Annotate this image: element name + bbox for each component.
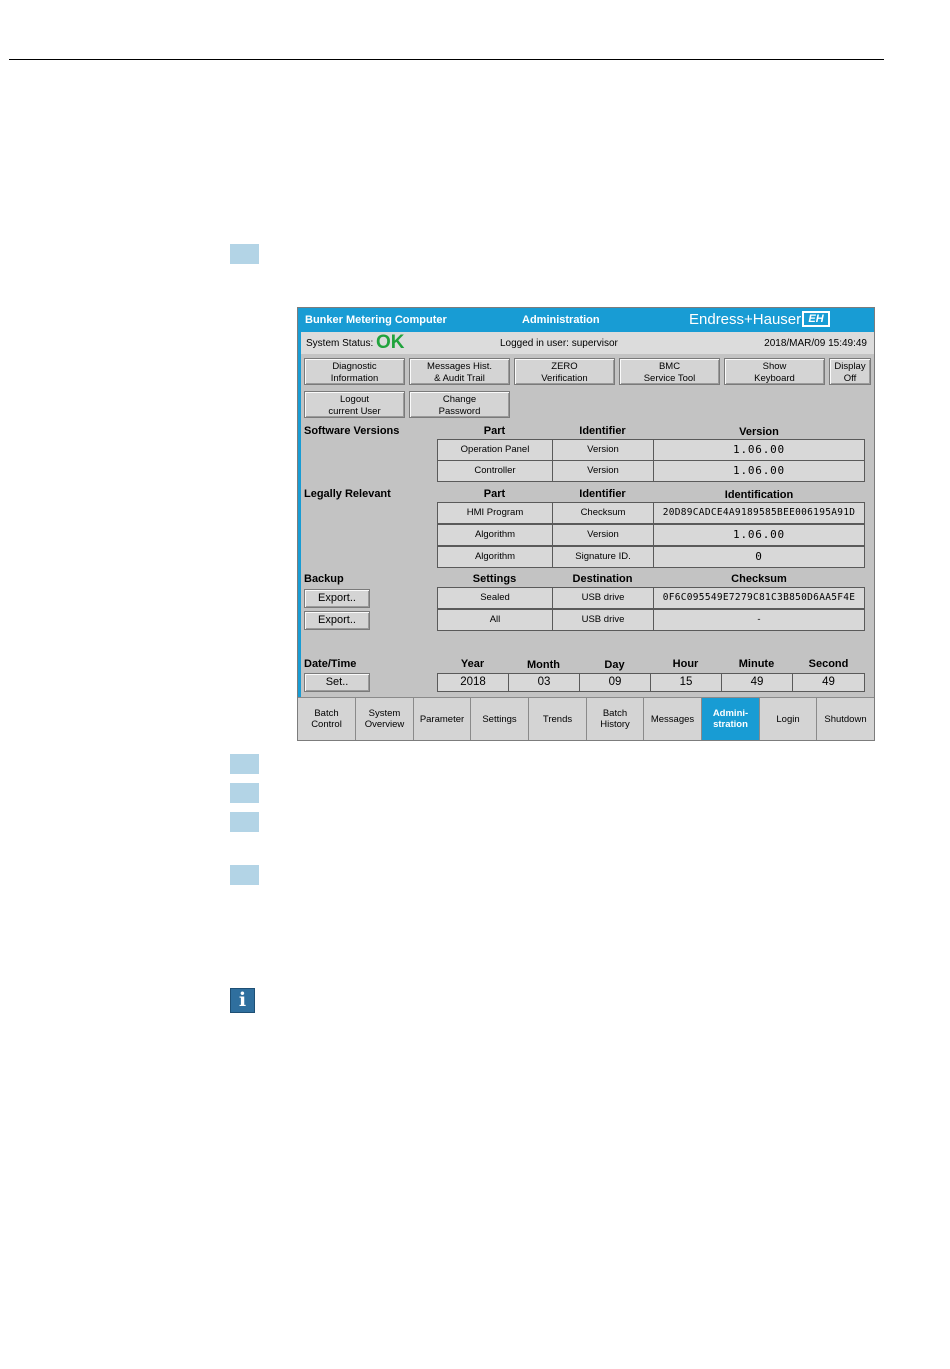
column-header: Identification [724,489,794,501]
column-header: Version [739,426,779,438]
table-cell: 1.06.00 [653,524,865,546]
table-cell: USB drive [552,587,654,609]
column-header: Month [527,659,560,671]
logged-in-user: Logged in user: supervisor [500,338,618,349]
display-off-button[interactable]: Display Off [829,358,871,385]
set-datetime-button[interactable]: Set.. [304,673,370,692]
logout-button[interactable]: Logout current User [304,391,405,418]
zero-verification-button[interactable]: ZERO Verification [514,358,615,385]
table-cell: Algorithm [437,524,553,546]
nav-tab-trends[interactable]: Trends [529,697,587,740]
change-password-button[interactable]: Change Password [409,391,510,418]
table-cell: 1.06.00 [653,439,865,461]
table-cell: 20D89CADCE4A9189585BEE006195A91D [653,502,865,524]
table-cell: All [437,609,553,631]
step-marker [230,865,259,885]
table-cell: Version [552,460,654,482]
export-all-button[interactable]: Export.. [304,611,370,630]
brand-logo-mark: EH [802,311,830,327]
minute-field[interactable]: 49 [721,673,793,692]
system-status-label: System Status: [306,338,374,349]
left-accent-bar [298,332,301,697]
column-header: Identifier [579,488,626,500]
table-cell: Algorithm [437,546,553,568]
app-title: Bunker Metering Computer [305,314,447,326]
column-header: Part [483,488,506,500]
hour-field[interactable]: 15 [650,673,722,692]
export-sealed-button[interactable]: Export.. [304,589,370,608]
page-top-rule [9,59,884,60]
nav-tab-parameter[interactable]: Parameter [414,697,471,740]
show-keyboard-button[interactable]: Show Keyboard [724,358,825,385]
second-field[interactable]: 49 [792,673,865,692]
table-cell: Version [552,524,654,546]
column-header: Second [808,658,849,670]
system-status-value: OK [376,332,405,353]
column-header: Year [460,658,485,670]
brand-logo: Endress+Hauser [689,311,802,328]
column-header: Identifier [579,425,626,437]
status-bar [298,332,874,354]
info-icon: i [230,988,255,1013]
messages-history-button[interactable]: Messages Hist. & Audit Trail [409,358,510,385]
table-cell: 0 [653,546,865,568]
nav-tab-messages[interactable]: Messages [644,697,702,740]
bmc-service-tool-button[interactable]: BMC Service Tool [619,358,720,385]
bottom-nav [298,697,874,740]
title-bar [298,308,874,332]
step-marker [230,783,259,803]
year-field[interactable]: 2018 [437,673,509,692]
table-cell: Version [552,439,654,461]
status-datetime: 2018/MAR/09 15:49:49 [764,338,867,349]
column-header: Settings [472,573,517,585]
diagnostic-information-button[interactable]: Diagnostic Information [304,358,405,385]
legally-relevant-title: Legally Relevant [304,488,391,500]
screen-title: Administration [522,314,600,326]
hmi-screen [297,307,875,741]
column-header: Checksum [731,573,787,585]
step-marker [230,812,259,832]
table-cell: Operation Panel [437,439,553,461]
table-cell: Signature ID. [552,546,654,568]
column-header: Destination [572,573,633,585]
nav-tab-administration[interactable]: Admini- stration [702,697,760,740]
table-cell: HMI Program [437,502,553,524]
column-header: Part [483,425,506,437]
month-field[interactable]: 03 [508,673,580,692]
step-marker [230,244,259,264]
table-cell: 1.06.00 [653,460,865,482]
nav-tab-batch-control[interactable]: Batch Control [298,697,356,740]
day-field[interactable]: 09 [579,673,651,692]
table-cell: 0F6C095549E7279C81C3B850D6AA5F4E [653,587,865,609]
nav-tab-login[interactable]: Login [760,697,817,740]
step-marker [230,754,259,774]
nav-tab-system-overview[interactable]: System Overview [356,697,414,740]
table-cell: USB drive [552,609,654,631]
nav-tab-shutdown[interactable]: Shutdown [817,697,874,740]
datetime-title: Date/Time [304,658,357,670]
table-cell: Checksum [552,502,654,524]
table-cell: Sealed [437,587,553,609]
table-cell: - [653,609,865,631]
backup-title: Backup [304,573,344,585]
nav-tab-settings[interactable]: Settings [471,697,529,740]
table-cell: Controller [437,460,553,482]
column-header: Day [604,659,625,671]
column-header: Minute [738,658,775,670]
nav-tab-batch-history[interactable]: Batch History [587,697,644,740]
column-header: Hour [672,658,699,670]
software-versions-title: Software Versions [304,425,400,437]
